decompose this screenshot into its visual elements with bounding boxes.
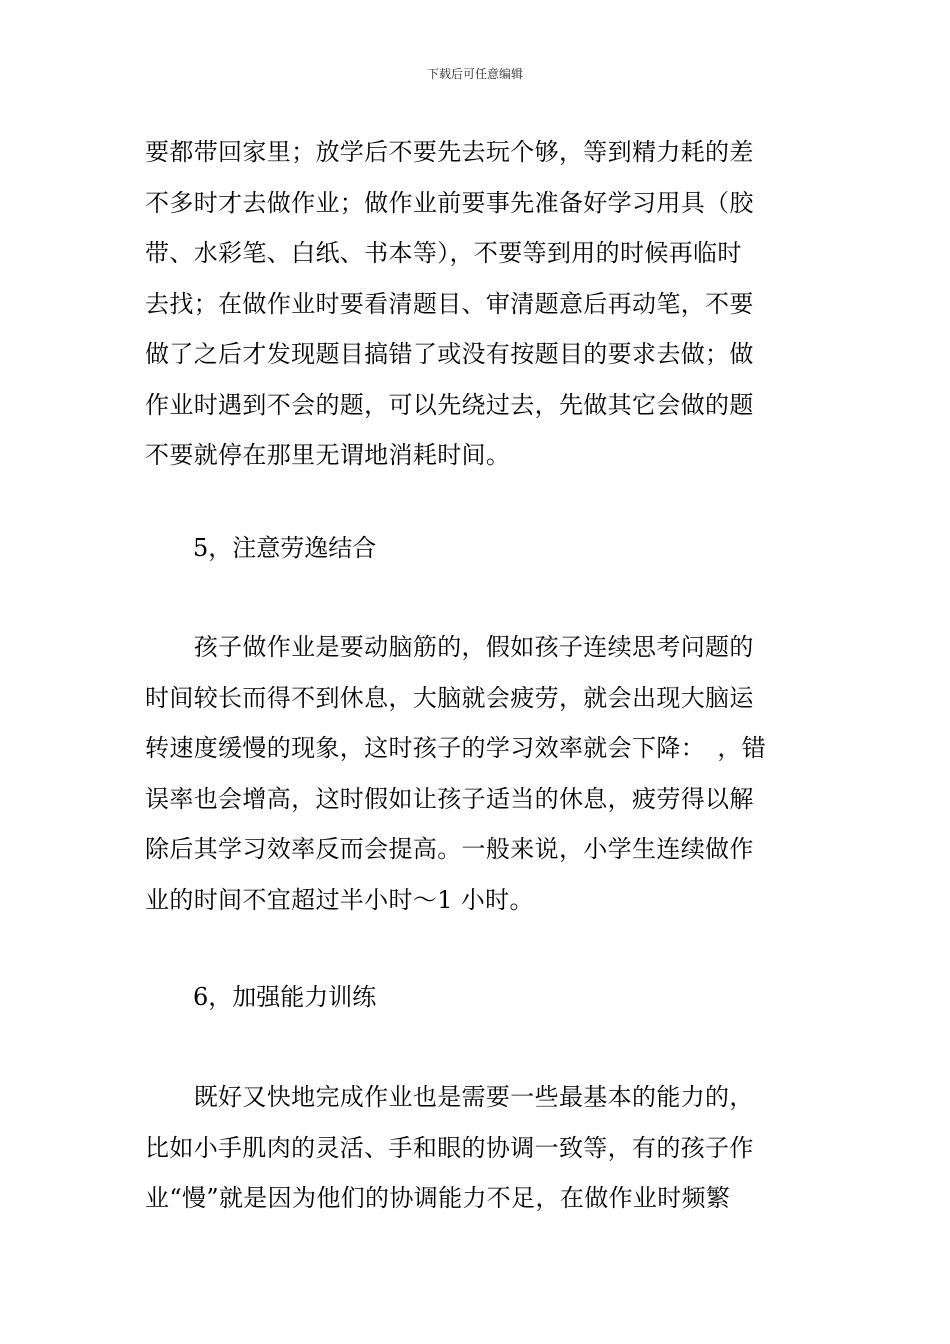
text-line: 不多时才去做作业；做作业前要事先准备好学习用具（胶	[145, 188, 754, 217]
text-line: 时间较长而得不到休息，大脑就会疲劳，就会出现大脑运	[145, 683, 754, 712]
section-heading-rest-balance: 5，注意劳逸结合	[193, 534, 377, 562]
text-line: 误率也会增高，这时假如让孩子适当的休息，疲劳得以解	[145, 784, 754, 813]
paragraph-ability-training	[145, 1072, 810, 1224]
text-line: 去找；在做作业时要看清题目、审清题意后再动笔，不要	[145, 289, 754, 318]
section-heading-ability-training: 6，加强能力训练	[193, 983, 377, 1011]
paragraph-homework-habits	[145, 127, 810, 481]
text-line: 既好又快地完成作业也是需要一些最基本的能力的，	[145, 1083, 754, 1111]
text-line: 做了之后才发现题目搞错了或没有按题目的要求去做；做	[145, 340, 754, 368]
text-line: 孩子做作业是要动脑筋的，假如孩子连续思考问题的	[145, 633, 754, 661]
text-line: 作业时遇到不会的题，可以先绕过去，先做其它会做的题	[145, 390, 754, 419]
text-line: 不要就停在那里无谓地消耗时间。	[145, 441, 511, 469]
text-line: 业的时间不宜超过半小时～1 小时。	[145, 885, 534, 914]
text-line: 业“慢”就是因为他们的协调能力不足，在做作业时频繁	[145, 1184, 731, 1212]
page-header: 下载后可任意编辑	[426, 67, 523, 81]
text-line: 除后其学习效率反而会提高。一般来说，小学生连续做作	[145, 835, 754, 863]
text-line: 带、水彩笔、白纸、书本等），不要等到用的时候再临时	[145, 239, 742, 267]
text-line: 转速度缓慢的现象，这时孩子的学习效率就会下降： ，错	[145, 734, 767, 762]
text-line: 要都带回家里；放学后不要先去玩个够，等到精力耗的差	[145, 138, 754, 166]
text-line: 比如小手肌肉的灵活、手和眼的协调一致等，有的孩子作	[145, 1133, 754, 1162]
paragraph-rest-balance	[145, 622, 810, 925]
